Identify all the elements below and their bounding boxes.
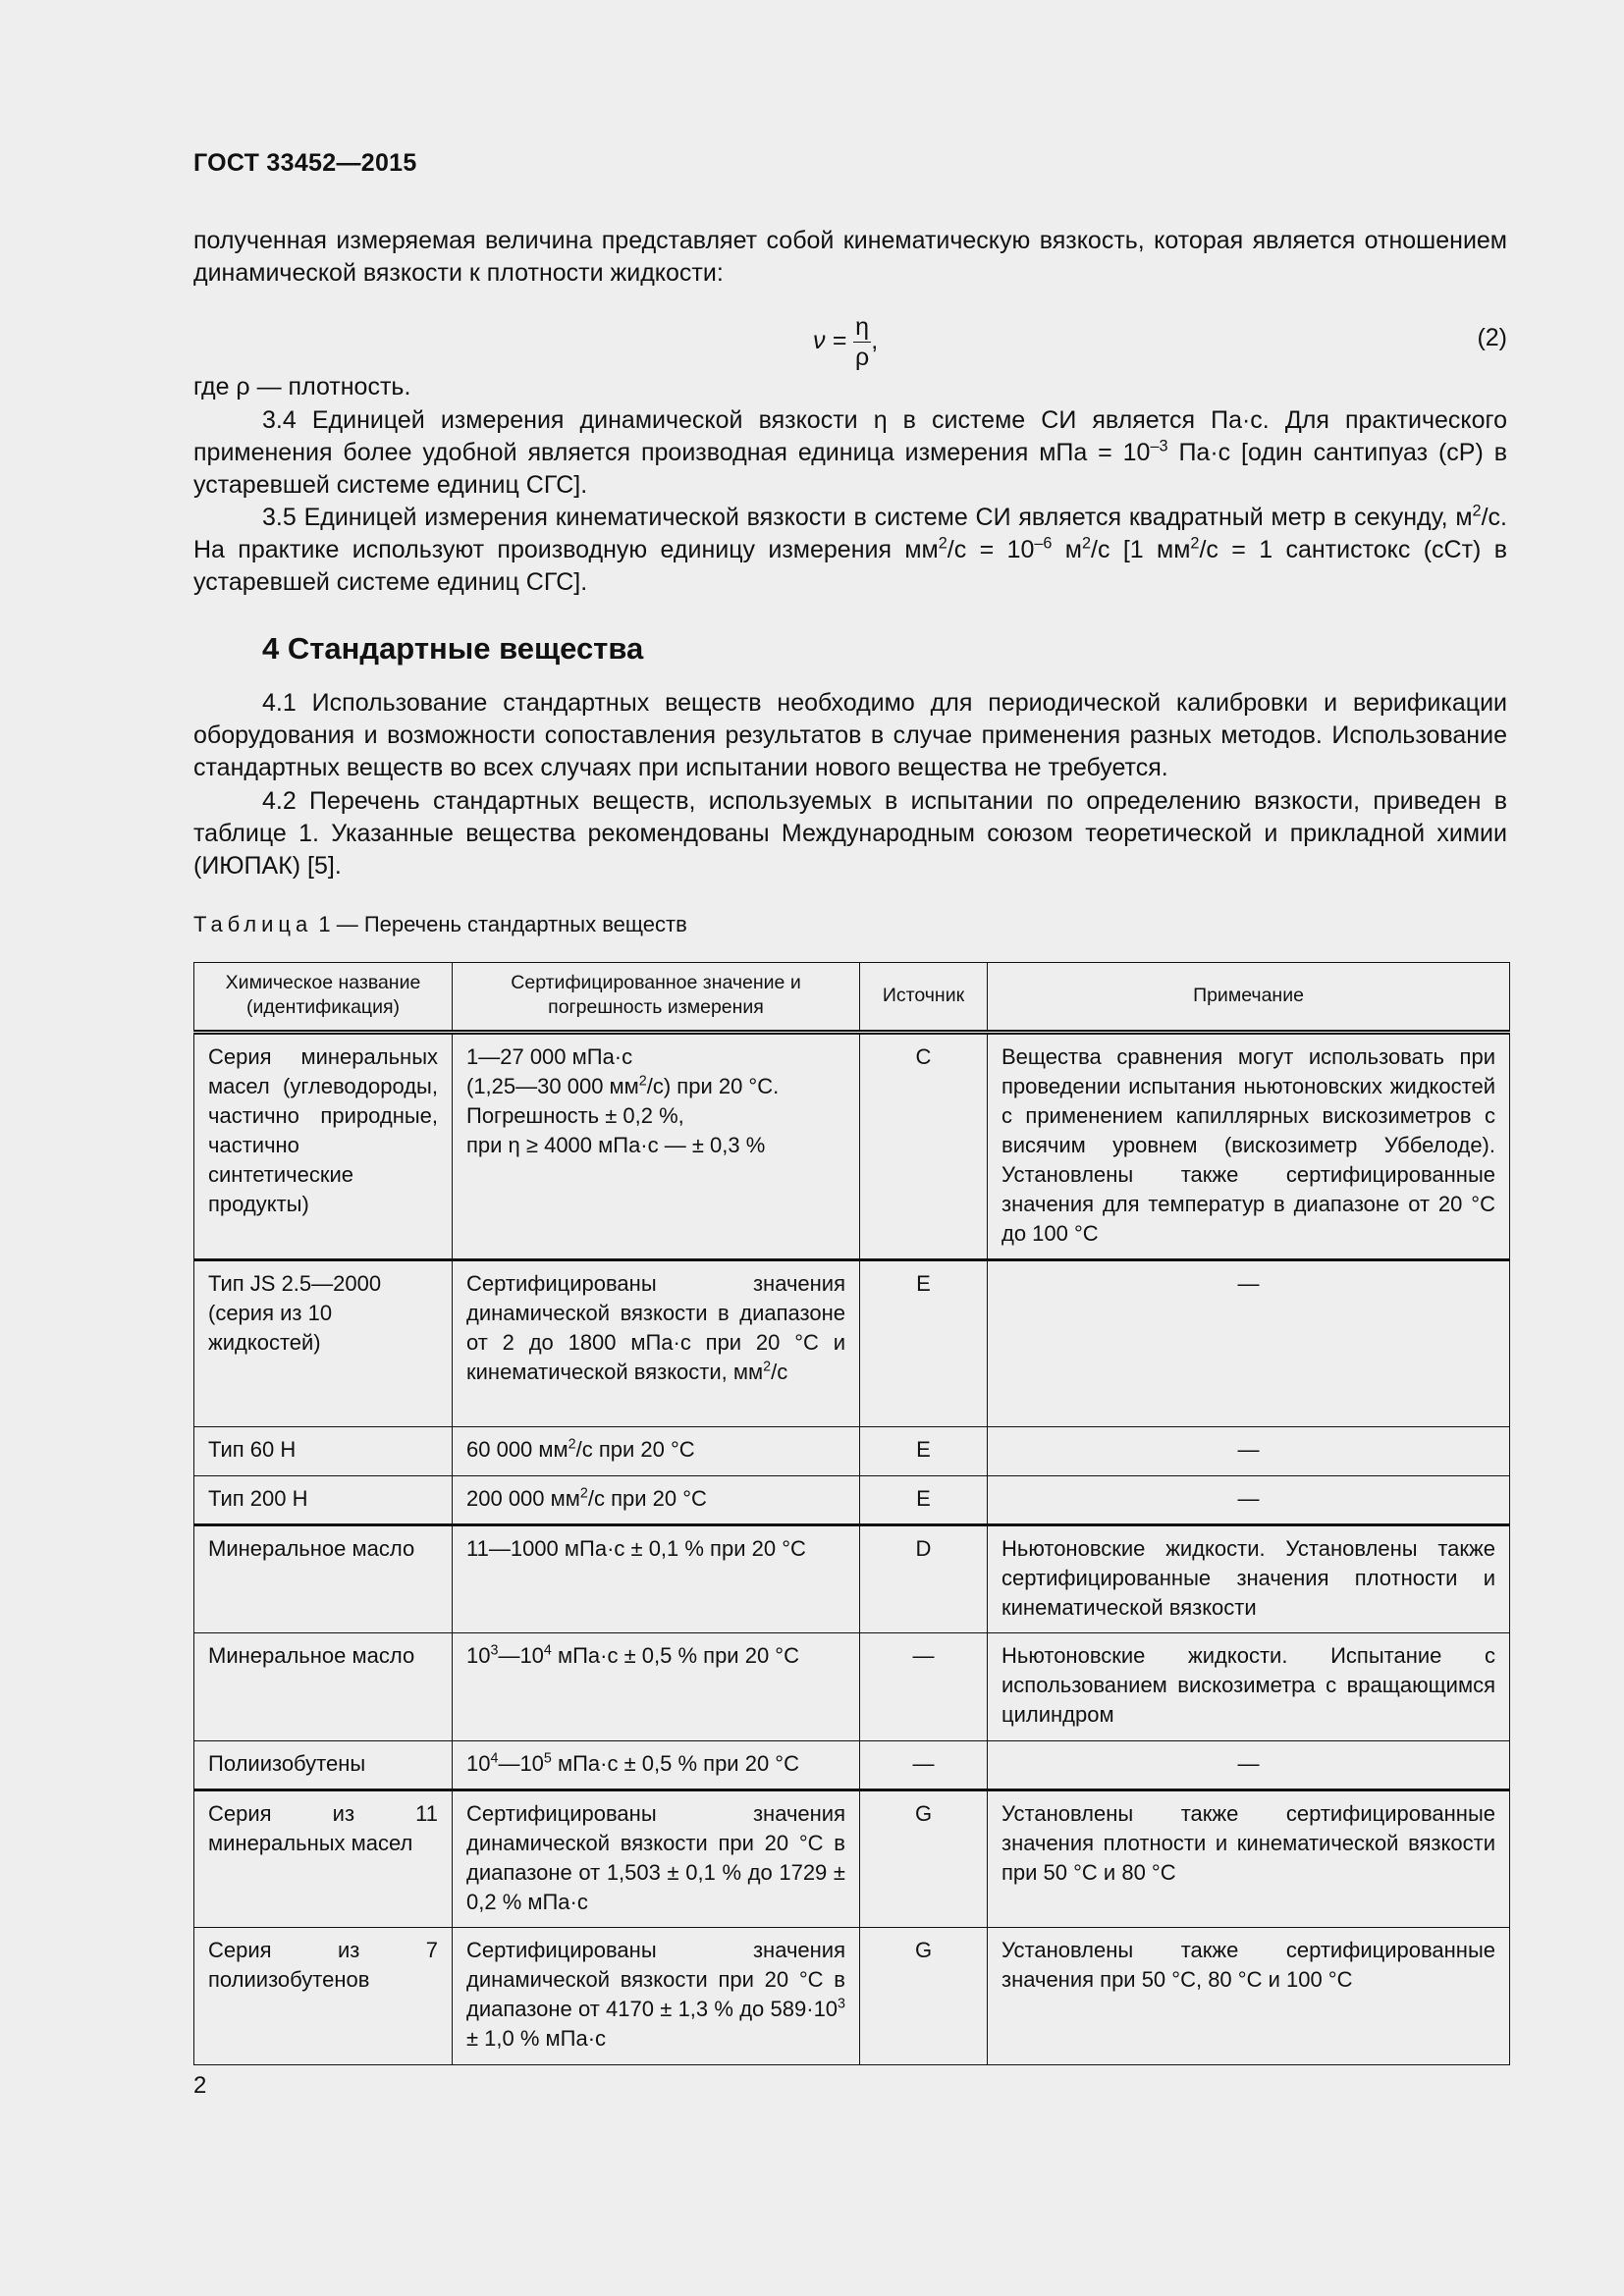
- value-sup: 3: [490, 1642, 499, 1659]
- value-part: /с при 20 °С: [587, 1486, 707, 1511]
- value-sup: 2: [579, 1485, 588, 1502]
- header-chemical-name: Химическое название (идентификация): [194, 963, 453, 1033]
- table-caption-text: 1 — Перечень стандартных веществ: [312, 912, 687, 936]
- cell-source: G: [860, 1928, 988, 2065]
- cell-note: Установлены также сертифицированные значения при 50 °С, 80 °С и 100 °С: [988, 1928, 1510, 2065]
- value-part: мПа·с ± 0,5 % при 20 °С: [551, 1751, 799, 1776]
- value-part: Сертифицированы значения динамической вязкости при 20 °С в диапазоне от 4170 ± 1,3 % до 589·10: [466, 1938, 845, 2021]
- formula-lhs: ν =: [813, 327, 853, 355]
- p35-part: /с [1 мм: [1091, 536, 1191, 563]
- value-sup: 5: [543, 1750, 552, 1767]
- table-row: [194, 1633, 1510, 1741]
- value-sup: 2: [638, 1073, 647, 1090]
- cell-source: С: [860, 1033, 988, 1260]
- value-part: 60 000 мм: [466, 1437, 568, 1462]
- value-part: /с при 20 °С: [575, 1437, 695, 1462]
- table-caption: [193, 912, 687, 937]
- p35-sup: 2: [938, 534, 947, 553]
- page-number: 2: [193, 2072, 207, 2099]
- header-certified-value: Сертифицированное значение и погрешность измерения: [453, 963, 860, 1033]
- paragraph-intro: полученная измеряемая величина представляет собой кинематическую вязкость, которая является отношением динамической вязкости к плотности жидкости:: [193, 227, 1507, 287]
- cell-name: Тип 60 Н: [194, 1427, 453, 1476]
- cell-value: [453, 1033, 860, 1260]
- p35-sup: 2: [1081, 534, 1092, 553]
- value-part: /с: [771, 1360, 788, 1384]
- paragraph-where: где ρ — плотность.: [193, 373, 411, 400]
- value-part: ± 1,0 % мПа·с: [466, 2026, 607, 2051]
- value-part: 200 000 мм: [466, 1486, 580, 1511]
- formula-comma: ,: [871, 327, 879, 355]
- cell-name: Серия из 11 минеральных масел: [194, 1790, 453, 1928]
- cell-note: —: [988, 1260, 1510, 1427]
- p35-part: /с = 1 сантистокс (сСт) в устаревшей системе единиц СГС].: [193, 536, 1508, 596]
- cell-source: G: [860, 1790, 988, 1928]
- value-sup: 3: [838, 1996, 845, 2012]
- cell-value: Сертифицированы значения динамической вязкости при 20 °С в диапазоне от 1,503 ± 0,1 % до 1729 ± 0,2 % мПа·с: [453, 1790, 860, 1928]
- value-part: 10: [466, 1643, 491, 1668]
- formula-fraction: [853, 312, 871, 372]
- cell-source: Е: [860, 1476, 988, 1525]
- cell-name: Тип JS 2.5—2000 (серия из 10 жидкостей): [194, 1260, 453, 1427]
- header-note: Примечание: [988, 963, 1510, 1033]
- table-row: [194, 1741, 1510, 1790]
- value-part: при η ≥ 4000 мПа·с — ± 0,3 %: [466, 1133, 766, 1157]
- formula-2: [813, 312, 878, 372]
- section-4-title: 4 Стандартные вещества: [262, 631, 644, 666]
- table-row: [194, 1260, 1510, 1427]
- cell-source: Е: [860, 1427, 988, 1476]
- value-sup: 2: [568, 1436, 576, 1453]
- value-part: /с) при 20 °С.: [646, 1074, 780, 1098]
- cell-note: Установлены также сертифицированные значения плотности и кинематической вязкости при 50 °С и 80 °С: [988, 1790, 1510, 1928]
- cell-value: [453, 1427, 860, 1476]
- cell-source: —: [860, 1741, 988, 1790]
- table-row: [194, 1033, 1510, 1260]
- value-part: Погрешность ± 0,2 %,: [466, 1103, 684, 1128]
- value-part: (1,25—30 000 мм: [466, 1074, 639, 1098]
- cell-name: Полиизобутены: [194, 1741, 453, 1790]
- value-part: —10: [498, 1751, 544, 1776]
- cell-source: D: [860, 1525, 988, 1633]
- p35-sup: –6: [1034, 534, 1053, 553]
- table-row: [194, 1928, 1510, 2065]
- cell-note: —: [988, 1427, 1510, 1476]
- table-row: [194, 1476, 1510, 1525]
- value-part: 1—27 000 мПа·с: [466, 1044, 633, 1069]
- cell-note: —: [988, 1476, 1510, 1525]
- cell-name: Серия из 7 полиизобутенов: [194, 1928, 453, 2065]
- formula-numerator: η: [853, 312, 871, 343]
- table-row: [194, 1790, 1510, 1928]
- cell-name: Минеральное масло: [194, 1633, 453, 1741]
- document-header: ГОСТ 33452—2015: [193, 149, 417, 177]
- p35-sup: 2: [1472, 502, 1482, 520]
- value-part: —10: [498, 1643, 544, 1668]
- paragraph-3-4: [193, 404, 1507, 502]
- p34-sup: –3: [1150, 437, 1168, 455]
- cell-note: Ньютоновские жидкости. Установлены также сертифицированные значения плотности и кинематической вязкости: [988, 1525, 1510, 1633]
- value-part: Сертифицированы значения динамической вязкости в диапазоне от 2 до 1800 мПа·с при 20 °С и кинематической вязкости, мм: [466, 1271, 845, 1384]
- cell-value: [453, 1260, 860, 1427]
- table-row: [194, 1525, 1510, 1633]
- value-part: 10: [466, 1751, 491, 1776]
- p35-part: /с. На практике используют производную единицу измерения мм: [193, 504, 1507, 563]
- p35-sup: 2: [1190, 534, 1200, 553]
- cell-note: —: [988, 1741, 1510, 1790]
- value-sup: 2: [763, 1359, 772, 1375]
- table-caption-label: Таблица: [193, 912, 313, 936]
- cell-name: Тип 200 Н: [194, 1476, 453, 1525]
- paragraph-4-2: 4.2 Перечень стандартных веществ, используемых в испытании по определению вязкости, приведен в таблице 1. Указанные вещества рекомендованы Международным союзом теоретической и прикладной химии (ИЮПАК) [5].: [193, 787, 1507, 880]
- header-source: Источник: [860, 963, 988, 1033]
- formula-number: (2): [1477, 324, 1507, 351]
- cell-value: [453, 1928, 860, 2065]
- formula-denominator: ρ: [855, 344, 870, 371]
- p34-part: Па·с [один сантипуаз (сР) в устаревшей системе единиц СГС].: [193, 439, 1507, 499]
- cell-value: [453, 1476, 860, 1525]
- cell-value: [453, 1741, 860, 1790]
- cell-name: Минеральное масло: [194, 1525, 453, 1633]
- cell-value: 11—1000 мПа·с ± 0,1 % при 20 °С: [453, 1525, 860, 1633]
- cell-name: Серия минеральных масел (углеводороды, частично природные, частично синтетические продукты): [194, 1033, 453, 1260]
- standards-table: [193, 962, 1510, 2065]
- cell-source: Е: [860, 1260, 988, 1427]
- cell-note: Ньютоновские жидкости. Испытание с использованием вискозиметра с вращающимся цилиндром: [988, 1633, 1510, 1741]
- p35-part: м: [1052, 536, 1082, 563]
- cell-value: [453, 1633, 860, 1741]
- p35-part: /с = 10: [947, 536, 1035, 563]
- p34-part: 3.4 Единицей измерения динамической вязкости η в системе СИ является Па·с. Для практического применения более удобной является производная единица измерения мПа = 10: [193, 406, 1507, 466]
- value-sup: 4: [543, 1642, 552, 1659]
- cell-note: Вещества сравнения могут использовать при проведении испытания ньютоновских жидкостей с применением капиллярных вискозиметров с висячим уровнем (вискозиметр Уббелоде). Установлены также сертифицированные значения для температур в диапазоне от 20 °С до 100 °С: [988, 1033, 1510, 1260]
- table-header-row: [194, 963, 1510, 1033]
- p35-part: 3.5 Единицей измерения кинематической вязкости в системе СИ является квадратный метр в секунду, м: [262, 504, 1473, 531]
- value-sup: 4: [490, 1750, 499, 1767]
- value-part: мПа·с ± 0,5 % при 20 °С: [551, 1643, 799, 1668]
- cell-source: —: [860, 1633, 988, 1741]
- table-row: [194, 1427, 1510, 1476]
- paragraph-3-5: [193, 502, 1507, 599]
- paragraph-4-1: 4.1 Использование стандартных веществ необходимо для периодической калибровки и верификации оборудования и возможности сопоставления результатов в случае применения разных методов. Использование стандартных веществ во всех случаях при испытании нового вещества не требуется.: [193, 689, 1507, 781]
